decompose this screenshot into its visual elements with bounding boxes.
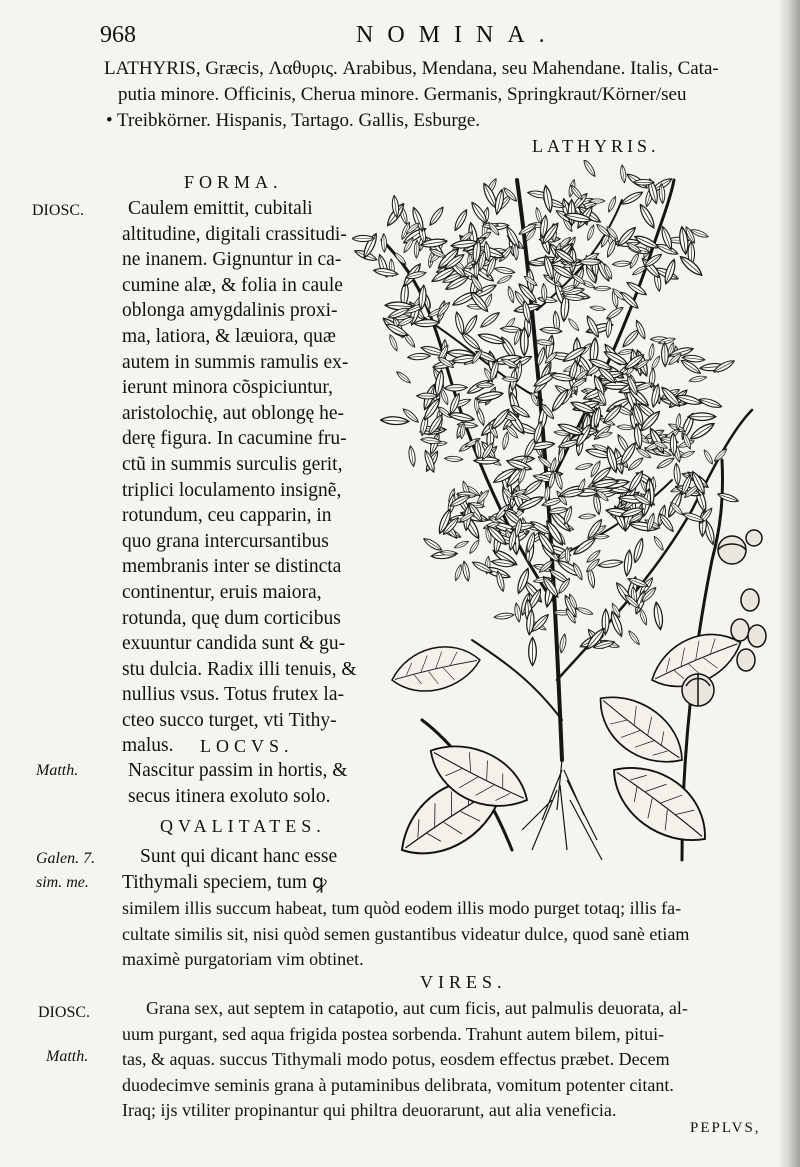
forma-line: derę figura. In cacumine fru-: [122, 428, 347, 450]
small-leaf: [501, 432, 509, 451]
vires-line: Iraq; ijs vtiliter propinantur qui philtra deuorarunt, aut alia veneficia.: [122, 1100, 617, 1121]
names-line-2: putia minore. Officinis, Cherua minore. Germanis, Springkraut/Körner/seu: [118, 84, 687, 105]
forma-line: exuuntur candida sunt & gu-: [122, 633, 346, 655]
qualitates-line: Sunt qui dicant hanc esse: [140, 846, 338, 867]
small-leaf: [670, 433, 677, 456]
vires-line: duodecimve seminis grana à putaminibus delibrata, vomitum potenter citant.: [122, 1074, 674, 1095]
small-leaf: [408, 445, 417, 467]
page-binding-shadow: [778, 0, 800, 1167]
small-leaf: [648, 343, 655, 360]
small-leaf: [598, 559, 624, 569]
vires-heading: VIRES.: [420, 972, 507, 992]
vires-line: tas, & aquas. succus Tithymali modo potus, eosdem effectus præbet. Decem: [122, 1049, 670, 1070]
small-leaf: [380, 416, 409, 425]
vires-line: uum purgant, sed aqua frigida postea sorbenda. Trahunt autem bilem, pitui-: [122, 1023, 665, 1044]
forma-line: aristolochię, aut oblongę he-: [122, 402, 345, 424]
vires-margin-note-1: DIOSC.: [38, 1004, 91, 1021]
small-leaf: [656, 456, 676, 471]
qualitates-line: maximè purgatoriam vim obtinet.: [122, 949, 364, 970]
small-leaf: [494, 612, 515, 620]
forma-line: malus.: [122, 735, 174, 757]
small-leaf: [576, 606, 594, 616]
small-leaf: [529, 638, 537, 666]
small-leaf: [702, 449, 714, 466]
small-leaf: [444, 456, 463, 462]
small-leaf: [460, 331, 483, 352]
qualitates-text-wide: [122, 896, 689, 973]
small-leaf: [444, 384, 468, 391]
small-leaf: [606, 195, 617, 213]
small-leaf: [717, 491, 740, 504]
small-leaf: [688, 413, 716, 421]
small-leaf: [627, 629, 641, 646]
forma-heading: FORMA.: [184, 172, 283, 192]
forma-line: continentur, eruis maiora,: [122, 581, 322, 603]
small-leaf: [462, 314, 480, 337]
small-leaf: [477, 331, 506, 346]
forma-line: cteo succo turget, vti Tithy-: [122, 709, 337, 731]
small-leaf: [381, 234, 387, 253]
small-leaf: [452, 208, 469, 232]
small-leaf: [453, 311, 466, 336]
small-leaf: [582, 160, 597, 178]
small-leaf: [542, 185, 554, 213]
small-leaf: [652, 602, 664, 631]
forma-line: stu dulcia. Radix illi tenuis, &: [122, 658, 357, 680]
small-leaf: [496, 274, 513, 286]
small-leaf: [427, 205, 445, 227]
small-leaf: [605, 305, 625, 321]
locus-heading: LOCVS.: [200, 736, 294, 756]
forma-line: rotunda, quę dum corticibus: [122, 607, 341, 629]
small-leaf: [612, 260, 631, 267]
forma-line: ne inanem. Gignuntur in ca-: [122, 249, 342, 271]
small-leaf: [514, 602, 522, 622]
catchword: PEPLVS,: [690, 1120, 761, 1136]
small-leaf: [578, 513, 596, 519]
forma-line: Caulem emittit, cubitali: [128, 198, 313, 219]
locus-text: [128, 758, 347, 809]
small-leaf: [414, 240, 419, 258]
small-leaf: [479, 310, 501, 329]
forma-line: autem in summis ramulis ex-: [122, 351, 349, 373]
forma-line: ctũ in summis surculis gerit,: [122, 453, 343, 475]
forma-line: ma, latiora, & læuiora, quæ: [122, 325, 336, 347]
qualitates-margin-note-2: sim. me.: [36, 874, 89, 891]
small-leaf: [453, 564, 463, 582]
small-leaf: [461, 561, 471, 582]
forma-margin-note: DIOSC.: [32, 202, 85, 219]
qualitates-line: similem illis succum habeat, tum quòd eodem illis modo purget totaq; illis fa-: [122, 898, 682, 918]
small-leaf: [520, 328, 528, 356]
forma-line: oblonga amygdalinis proxi-: [122, 300, 338, 322]
forma-line: membranis inter se distincta: [122, 556, 342, 578]
small-leaf: [393, 251, 408, 266]
small-leaf: [623, 550, 633, 577]
small-leaf: [388, 334, 399, 352]
small-leaf: [638, 608, 648, 626]
small-leaf: [395, 370, 412, 385]
page-number: 968: [100, 22, 136, 48]
running-head: NOMINA.: [356, 22, 559, 48]
small-leaf: [575, 462, 593, 471]
forma-line: rotundum, ceu capparin, in: [122, 505, 332, 527]
small-leaf: [352, 235, 374, 241]
forma-line: ierunt minora cõspiciuntur,: [122, 377, 333, 399]
lathyris-woodcut-illustration: [352, 160, 780, 898]
small-leaf: [475, 390, 504, 403]
small-leaf: [673, 463, 681, 485]
small-leaf: [407, 353, 430, 361]
locus-line: secus itinera exoluto solo.: [128, 785, 331, 807]
small-leaf: [594, 286, 611, 291]
small-leaf: [453, 539, 469, 549]
names-line-1: LATHYRIS, Græcis, Λαθυρις. Arabibus, Mendana, seu Mahendane. Italis, Cata-: [104, 58, 719, 79]
forma-line: cumine alæ, & folia in caule: [122, 274, 343, 296]
small-leaf: [567, 317, 580, 332]
small-leaf: [422, 536, 443, 552]
vires-margin-note-2: Matth.: [46, 1048, 89, 1065]
forma-line: altitudine, digitali crassitudi-: [122, 223, 347, 245]
small-leaf: [633, 179, 654, 185]
small-leaf: [590, 305, 606, 311]
qualitates-margin-note-1: Galen. 7.: [36, 850, 96, 867]
small-leaf: [689, 375, 708, 384]
small-leaf: [568, 200, 575, 226]
small-leaf: [494, 266, 515, 275]
small-leaf: [586, 224, 596, 241]
small-leaf: [628, 252, 640, 270]
forma-line: triplici loculamento insignẽ,: [122, 479, 342, 501]
forma-text: [122, 196, 357, 759]
small-leaf: [652, 535, 665, 551]
small-leaf: [468, 539, 481, 555]
small-leaf: [537, 296, 557, 304]
small-leaf: [632, 537, 646, 563]
qualitates-line: cultate similis sit, nisi quòd semen gustantibus videatur dulce, quod sanè etiam: [122, 923, 690, 944]
qualitates-text-narrow: [122, 844, 338, 895]
plate-caption: LATHYRIS.: [532, 136, 660, 156]
vires-text: [122, 996, 688, 1124]
small-leaf: [620, 165, 627, 184]
locus-margin-note: Matth.: [36, 762, 79, 779]
small-leaf: [661, 342, 668, 366]
small-leaf: [605, 318, 612, 338]
vires-line: Grana sex, aut septem in catapotio, aut cum ficis, aut palmulis deuorata, al-: [146, 998, 688, 1018]
forma-line: nullius vsus. Totus frutex la-: [122, 684, 344, 706]
qualitates-line: Tithymali speciem, tum ꝙ: [122, 871, 327, 893]
forma-line: quo grana intercursantibus: [122, 530, 329, 552]
small-leaf: [506, 286, 515, 304]
locus-line: Nascitur passim in hortis, &: [128, 760, 348, 781]
names-line-3: • Treibkörner. Hispanis, Tartago. Gallis, Esburge.: [106, 110, 481, 131]
small-leaf: [559, 633, 568, 653]
qualitates-heading: QVALITATES.: [160, 816, 326, 836]
